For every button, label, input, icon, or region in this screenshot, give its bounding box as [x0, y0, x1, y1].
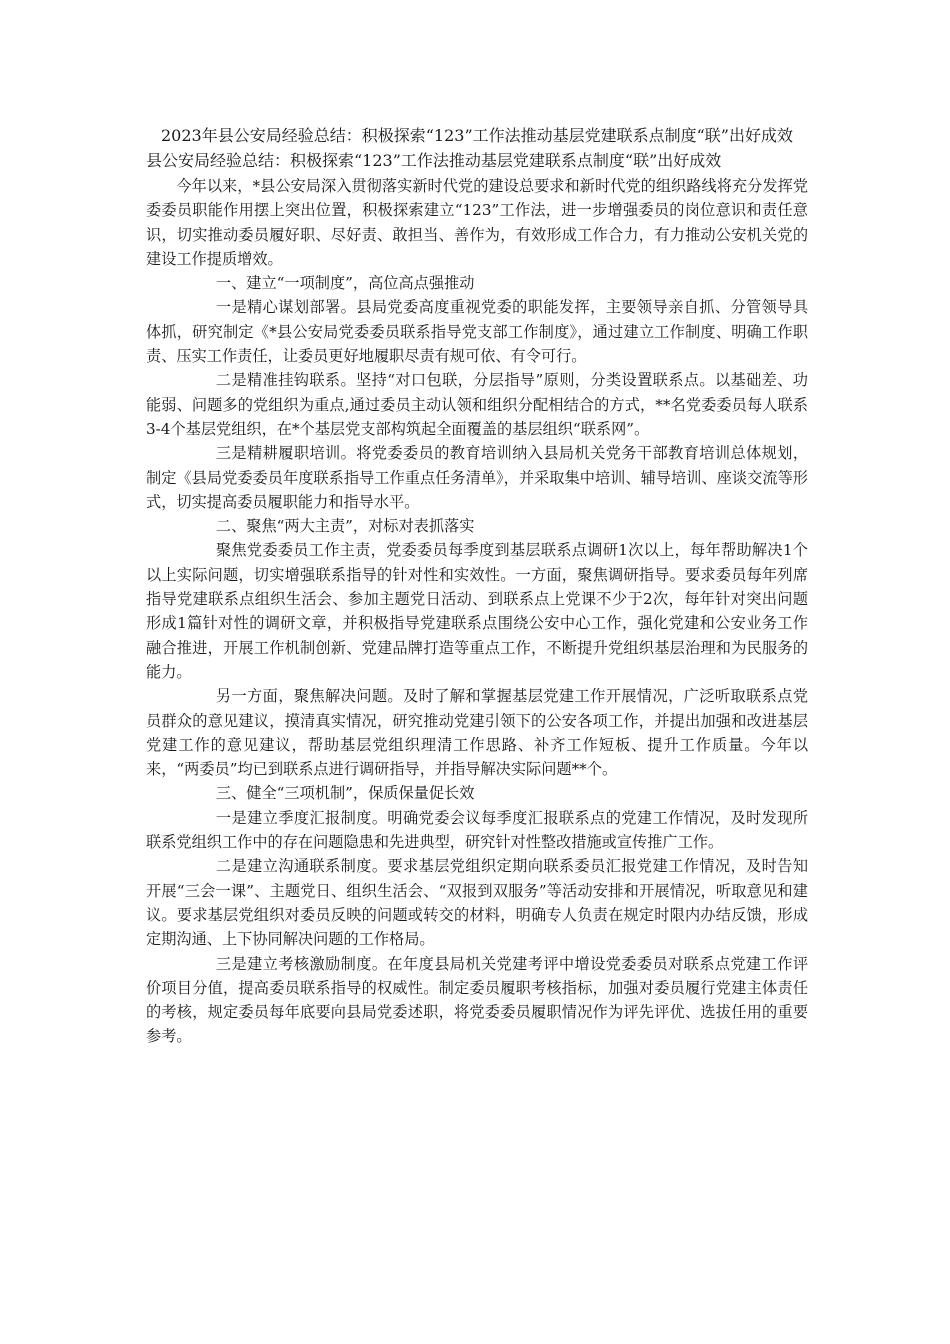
section-heading: 一、建立“一项制度”，高位高点强推动	[215, 274, 475, 293]
body-paragraph: 聚焦党委委员工作主责，党委委员每季度到基层联系点调研1次以上，每年帮助解决1个以上实际问题，切实增强联系指导的针对性和实效性。一方面，聚焦调研指导。要求委员每年列席指导党建联系点组织生活会、参加主题党日活动、到联系点上党课不少于2次，每年针对突出问题形成1篇针对性的调研文章，并积极指导党建联系点围绕公安中心工作，强化党建和公安业务工作融合推进，开展工作机制创新、党建品牌打造等重点工作，不断提升党组织基层治理和为民服务的能力。	[146, 541, 808, 681]
body-paragraph: 三是建立考核激励制度。在年度县局机关党建考评中增设党委委员对联系点党建工作评价项目分值，提高委员联系指导的权威性。制定委员履职考核指标，加强对委员履行党建主体责任的考核，规定委员每年底要向县局党委述职，将党委委员履职情况作为评先评优、选拔任用的重要参考。	[146, 954, 808, 1046]
body-paragraph: 一是精心谋划部署。县局党委高度重视党委的职能发挥，主要领导亲自抓、分管领导具体抓，研究制定《*县公安局党委委员联系指导党支部工作制度》，通过建立工作制度、明确工作职责、压实工作责任，让委员更好地履职尽责有规可依、有令可行。	[146, 298, 808, 366]
document-page	[146, 124, 808, 1049]
intro-paragraph: 今年以来，*县公安局深入贯彻落实新时代党的建设总要求和新时代党的组织路线将充分发挥党委委员职能作用摆上突出位置，积极探索建立“123”工作法，进一步增强委员的岗位意识和责任意识，切实推动委员履好职、尽好责、敢担当、善作为，有效形成工作合力，有力推动公安机关党的建设工作提质增效。	[146, 177, 808, 268]
document-body	[146, 174, 808, 1049]
body-paragraph: 二是精准挂钩联系。坚持“对口包联，分层指导”原则，分类设置联系点。以基础差、功能弱、问题多的党组织为重点,通过委员主动认领和组织分配相结合的方式，**名党委委员每人联系3-4个基层党组织，在*个基层党支部构筑起全面覆盖的基层组织“联系网”。	[146, 371, 808, 438]
body-paragraph: 三是精耕履职培训。将党委委员的教育培训纳入县局机关党务干部教育培训总体规划，制定《县局党委委员年度联系指导工作重点任务清单》，并采取集中培训、辅导培训、座谈交流等形式，切实提高委员履职能力和指导水平。	[146, 444, 808, 511]
body-paragraph: 一是建立季度汇报制度。明确党委会议每季度汇报联系点的党建工作情况，及时发现所联系党组织工作中的存在问题隐患和先进典型，研究针对性整改措施或宣传推广工作。	[146, 808, 808, 852]
section-heading: 二、聚焦“两大主责”，对标对表抓落实	[215, 517, 475, 536]
body-paragraph: 二是建立沟通联系制度。要求基层党组织定期向联系委员汇报党建工作情况，及时告知开展“三会一课”、主题党日、组织生活会、“双报到双服务”等活动安排和开展情况，听取意见和建议。要求基层党组织对委员反映的问题或转交的材料，明确专人负责在规定时限内办结反馈，形成定期沟通、上下协同解决问题的工作格局。	[146, 857, 808, 949]
document-subtitle: 县公安局经验总结：积极探索“123”工作法推动基层党建联系点制度“联”出好成效	[146, 151, 722, 170]
section-heading: 三、健全“三项机制”，保质保量促长效	[215, 784, 475, 803]
document-title: 2023年县公安局经验总结：积极探索“123”工作法推动基层党建联系点制度“联”出好成效	[161, 126, 793, 145]
body-paragraph: 另一方面，聚焦解决问题。及时了解和掌握基层党建工作开展情况，广泛听取联系点党员群众的意见建议，摸清真实情况，研究推动党建引领下的公安各项工作，并提出加强和改进基层党建工作的意见建议，帮助基层党组织理清工作思路、补齐工作短板、提升工作质量。今年以来，“两委员”均已到联系点进行调研指导，并指导解决实际问题**个。	[146, 687, 808, 779]
